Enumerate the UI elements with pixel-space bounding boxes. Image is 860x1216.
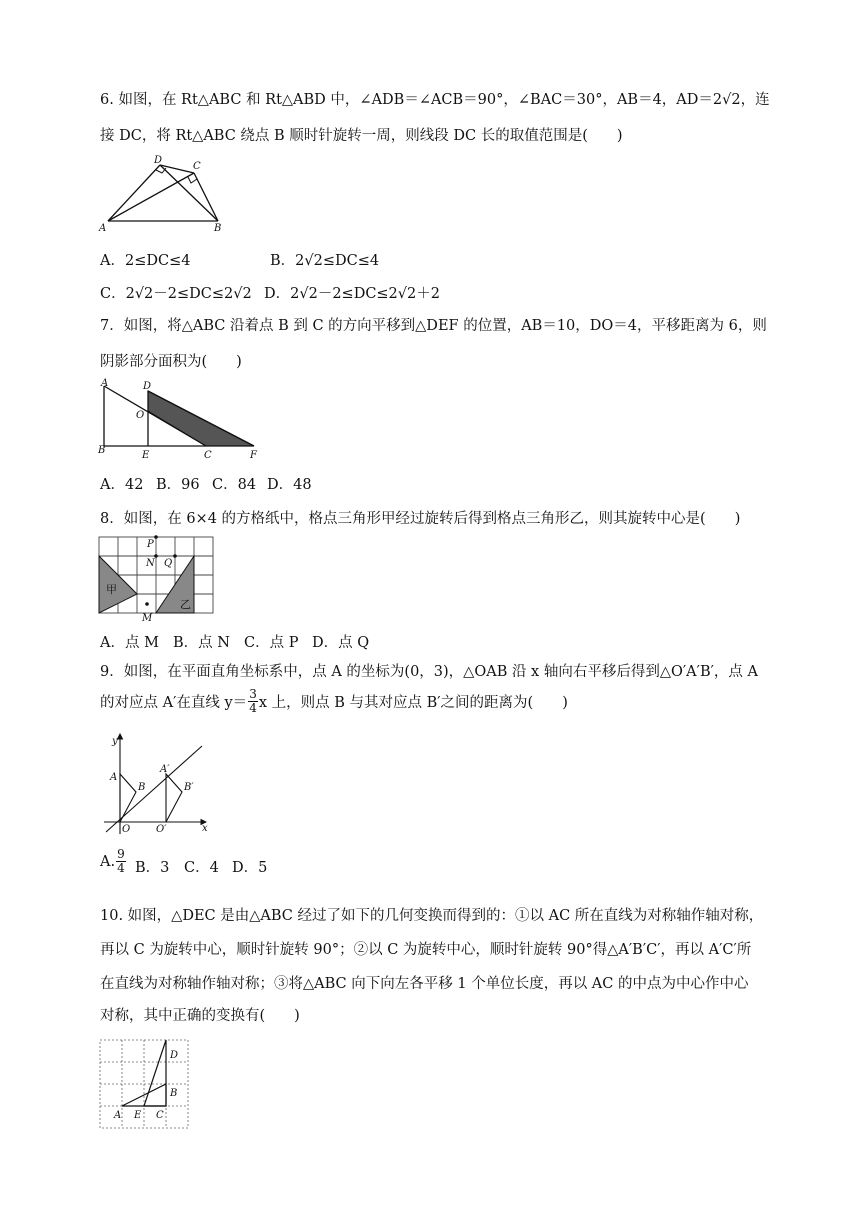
q7-label-e: E [142,450,150,460]
q7-line-1: 7．如图，将△ABC 沿着点 B 到 C 的方向平移到△DEF 的位置，AB＝10，DO＝4，平移距离为 6，则 [100,318,767,334]
q8-label-yi: 乙 [180,598,191,611]
q9-option-d: D．5 [232,860,268,876]
q8-label-jia: 甲 [106,583,117,596]
q6-line-1: 6. 如图，在 Rt△ABC 和 Rt△ABD 中，∠ADB＝∠ACB＝90°，∠BAC＝30°，AB＝4，AD＝2√2，连 [100,92,770,108]
q10-label-a: A [114,1110,122,1121]
q8-line-1: 8．如图，在 6×4 的方格纸中，格点三角形甲经过旋转后得到格点三角形乙，则其旋转中心是( ) [100,511,741,527]
q9-label-y: y [112,736,118,747]
q8-label-p: P [147,539,154,550]
q7-option-b: B．96 [156,477,200,493]
q10-label-c: C [156,1110,164,1121]
q10-line-4: 对称，其中正确的变换有( ) [100,1008,300,1024]
q10-figure [96,1036,192,1134]
q7-figure [96,378,261,460]
q8-option-a: A．点 M [100,635,159,651]
q9-figure [98,730,216,838]
q10-line-1: 10. 如图，△DEC 是由△ABC 经过了如下的几何变换而得到的：①以 AC 所在直线为对称轴作轴对称， [100,908,764,924]
q9-label-b: B [138,782,146,793]
q9-line-2 [100,688,568,715]
q9-option-c: C．4 [184,860,219,876]
q6-option-a: A．2≤DC≤4 [100,253,191,269]
q10-label-e: E [134,1110,142,1121]
q6-figure [96,153,236,235]
q8-label-n: N [146,558,155,569]
q7-option-d: D．48 [267,477,312,493]
q8-label-m: M [142,613,153,624]
q7-line-2: 阴影部分面积为( ) [100,354,242,370]
q8-option-d: D．点 Q [312,635,370,651]
q9-label-o: O [122,824,131,835]
q9-label-x: x [202,823,208,834]
q6-option-d: D．2√2－2≤DC≤2√2＋2 [264,286,440,302]
q6-label-b: B [214,223,222,234]
q10-line-2: 再以 C 为旋转中心，顺时针旋转 90°；②以 C 为旋转中心，顺时针旋转 90°得△A′B′C′，再以 A′C′所 [100,942,752,958]
q9-option-a [100,848,127,875]
q9-fraction-den: 4 [249,701,257,715]
q8-figure [96,534,220,626]
q7-option-c: C．84 [212,477,257,493]
q6-option-b: B．2√2≤DC≤4 [270,253,380,269]
q8-label-q: Q [164,558,173,569]
q7-label-o: O [136,410,145,421]
q6-label-d: D [154,155,163,166]
q9-line-2-end: x 上，则点 B 与其对应点 B′之间的距离为( ) [258,695,568,711]
q6-label-c: C [193,161,201,172]
q8-option-c: C．点 P [244,635,299,651]
q9-option-a-den: 4 [117,861,125,875]
q9-option-a-prefix: A. [100,853,116,870]
q9-label-a: A [110,772,118,783]
q7-option-a: A．42 [100,477,144,493]
q7-label-f: F [250,450,257,460]
q10-line-3: 在直线为对称轴作轴对称；③将△ABC 向下向左各平移 1 个单位长度，再以 AC 的中点为中心作中心 [100,976,749,992]
q7-label-c: C [204,450,212,460]
q9-label-b-prime: B′ [184,782,194,793]
q9-option-a-fraction [116,848,126,875]
q7-label-d: D [143,381,152,392]
q9-fraction [248,688,258,715]
q10-label-b: B [170,1088,178,1099]
q9-fraction-num: 3 [249,687,257,701]
q10-label-d: D [170,1050,179,1061]
q9-option-b: B．3 [135,860,170,876]
q9-label-o-prime: O′ [156,824,167,835]
q6-option-c: C．2√2－2≤DC≤2√2 [100,286,252,302]
q9-line-2-start: 的对应点 A′在直线 y＝ [100,695,248,711]
q9-label-a-prime: A′ [160,764,170,775]
q6-line-2: 接 DC，将 Rt△ABC 绕点 B 顺时针旋转一周，则线段 DC 长的取值范围是( ) [100,128,623,144]
q8-option-b: B．点 N [173,635,230,651]
q6-label-a: A [99,223,107,234]
q7-label-a: A [101,378,109,389]
q9-line-1: 9．如图，在平面直角坐标系中，点 A 的坐标为(0，3)，△OAB 沿 x 轴向右平移后得到△O′A′B′，点 A [100,664,758,680]
q7-label-b: B [98,445,106,456]
q9-option-a-num: 9 [117,847,125,861]
